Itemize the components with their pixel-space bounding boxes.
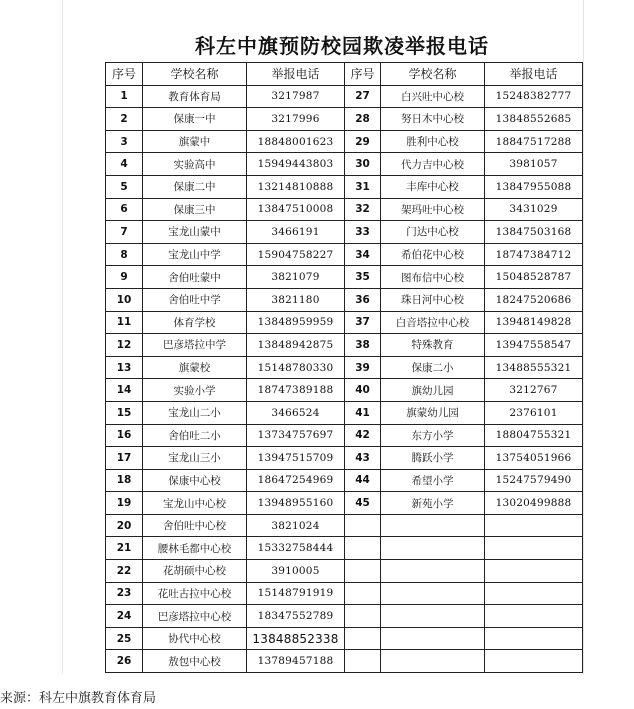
school-name: 协代中心校 xyxy=(143,627,247,650)
table-row xyxy=(106,356,583,379)
report-phone: 18747384712 xyxy=(485,243,583,266)
empty-cell xyxy=(345,537,381,560)
empty-cell xyxy=(381,537,485,560)
school-name: 东方小学 xyxy=(381,424,485,447)
report-phone: 13947515709 xyxy=(247,447,345,470)
row-index: 41 xyxy=(345,401,381,424)
table-header-row xyxy=(106,63,583,86)
row-index: 4 xyxy=(106,153,143,176)
header-school-name: 学校名称 xyxy=(143,63,247,86)
source-note: 来源：科左中旗教育体育局 xyxy=(0,691,157,706)
school-name: 胜利中心校 xyxy=(381,130,485,153)
row-index: 18 xyxy=(106,469,143,492)
hotline-table xyxy=(105,62,583,673)
row-index: 42 xyxy=(345,424,381,447)
row-index: 15 xyxy=(106,401,143,424)
school-name: 实验小学 xyxy=(143,379,247,402)
empty-cell xyxy=(345,560,381,583)
row-index: 2 xyxy=(106,108,143,131)
header-index: 序号 xyxy=(345,63,381,86)
table-row xyxy=(106,537,583,560)
table-row xyxy=(106,627,583,650)
report-phone: 15148791919 xyxy=(247,582,345,605)
school-name: 花胡硕中心校 xyxy=(143,560,247,583)
school-name: 门达中心校 xyxy=(381,221,485,244)
report-phone: 15949443803 xyxy=(247,153,345,176)
report-phone: 13488555321 xyxy=(485,356,583,379)
table-row xyxy=(106,334,583,357)
report-phone: 13848552685 xyxy=(485,108,583,131)
report-phone: 3466524 xyxy=(247,401,345,424)
school-name: 珠日河中心校 xyxy=(381,288,485,311)
row-index: 19 xyxy=(106,492,143,515)
report-phone: 3821079 xyxy=(247,266,345,289)
row-index: 21 xyxy=(106,537,143,560)
row-index: 17 xyxy=(106,447,143,470)
school-name: 旗蒙中 xyxy=(143,130,247,153)
row-index: 11 xyxy=(106,311,143,334)
table-row xyxy=(106,311,583,334)
empty-cell xyxy=(381,560,485,583)
row-index: 40 xyxy=(345,379,381,402)
table-row xyxy=(106,379,583,402)
school-name: 图布信中心校 xyxy=(381,266,485,289)
school-name: 舍伯吐蒙中 xyxy=(143,266,247,289)
school-name: 宝龙山三小 xyxy=(143,447,247,470)
table-row xyxy=(106,560,583,583)
report-phone: 18747389188 xyxy=(247,379,345,402)
report-phone: 18847517288 xyxy=(485,130,583,153)
empty-cell xyxy=(345,582,381,605)
table-row xyxy=(106,153,583,176)
header-school-name: 学校名称 xyxy=(381,63,485,86)
report-phone: 3217987 xyxy=(247,85,345,108)
table-row xyxy=(106,266,583,289)
school-name: 巴彦塔拉中心校 xyxy=(143,605,247,628)
empty-cell xyxy=(485,514,583,537)
report-phone: 3217996 xyxy=(247,108,345,131)
report-phone: 18647254969 xyxy=(247,469,345,492)
table-row xyxy=(106,108,583,131)
report-phone: 18347552789 xyxy=(247,605,345,628)
school-name: 白兴吐中心校 xyxy=(381,85,485,108)
report-phone: 2376101 xyxy=(485,401,583,424)
report-phone: 3910005 xyxy=(247,560,345,583)
school-name: 希望小学 xyxy=(381,469,485,492)
row-index: 38 xyxy=(345,334,381,357)
empty-cell xyxy=(381,582,485,605)
row-index: 1 xyxy=(106,85,143,108)
empty-cell xyxy=(381,514,485,537)
row-index: 37 xyxy=(345,311,381,334)
report-phone: 3466191 xyxy=(247,221,345,244)
report-phone: 18804755321 xyxy=(485,424,583,447)
row-index: 7 xyxy=(106,221,143,244)
school-name: 敖包中心校 xyxy=(143,650,247,673)
header-index: 序号 xyxy=(106,63,143,86)
report-phone: 13848942875 xyxy=(247,334,345,357)
school-name: 旗蒙幼儿园 xyxy=(381,401,485,424)
empty-cell xyxy=(345,605,381,628)
report-phone: 13847510008 xyxy=(247,198,345,221)
report-phone: 13754051966 xyxy=(485,447,583,470)
report-phone: 13020499888 xyxy=(485,492,583,515)
school-name: 保康二小 xyxy=(381,356,485,379)
empty-cell xyxy=(381,605,485,628)
school-name: 宝龙山二小 xyxy=(143,401,247,424)
row-index: 31 xyxy=(345,175,381,198)
report-phone: 15048528787 xyxy=(485,266,583,289)
school-name: 腰林毛都中心校 xyxy=(143,537,247,560)
row-index: 22 xyxy=(106,560,143,583)
school-name: 实验高中 xyxy=(143,153,247,176)
row-index: 10 xyxy=(106,288,143,311)
school-name: 宝龙山中心校 xyxy=(143,492,247,515)
row-index: 33 xyxy=(345,221,381,244)
row-index: 26 xyxy=(106,650,143,673)
report-phone: 13734757697 xyxy=(247,424,345,447)
school-name: 保康二中 xyxy=(143,175,247,198)
row-index: 35 xyxy=(345,266,381,289)
report-phone: 18247520686 xyxy=(485,288,583,311)
table-row xyxy=(106,198,583,221)
report-phone: 15148780330 xyxy=(247,356,345,379)
report-phone: 3821024 xyxy=(247,514,345,537)
report-phone: 15247579490 xyxy=(485,469,583,492)
table-row xyxy=(106,221,583,244)
school-name: 舍伯吐中心校 xyxy=(143,514,247,537)
report-phone: 13847503168 xyxy=(485,221,583,244)
school-name: 新苑小学 xyxy=(381,492,485,515)
school-name: 努日木中心校 xyxy=(381,108,485,131)
table-row xyxy=(106,447,583,470)
school-name: 舍伯吐二小 xyxy=(143,424,247,447)
report-phone: 15248382777 xyxy=(485,85,583,108)
row-index: 13 xyxy=(106,356,143,379)
header-report-phone: 举报电话 xyxy=(247,63,345,86)
report-phone: 15332758444 xyxy=(247,537,345,560)
table-row xyxy=(106,130,583,153)
row-index: 9 xyxy=(106,266,143,289)
row-index: 28 xyxy=(345,108,381,131)
school-name: 巴彦塔拉中学 xyxy=(143,334,247,357)
school-name: 体育学校 xyxy=(143,311,247,334)
school-name: 保康一中 xyxy=(143,108,247,131)
row-index: 16 xyxy=(106,424,143,447)
row-index: 29 xyxy=(345,130,381,153)
empty-cell xyxy=(485,537,583,560)
table-row xyxy=(106,492,583,515)
empty-cell xyxy=(381,650,485,673)
table-row xyxy=(106,85,583,108)
row-index: 23 xyxy=(106,582,143,605)
row-index: 45 xyxy=(345,492,381,515)
report-phone: 13789457188 xyxy=(247,650,345,673)
report-phone: 18848001623 xyxy=(247,130,345,153)
table-row xyxy=(106,582,583,605)
school-name: 特殊教育 xyxy=(381,334,485,357)
empty-cell xyxy=(381,627,485,650)
report-phone: 3431029 xyxy=(485,198,583,221)
school-name: 白音塔拉中心校 xyxy=(381,311,485,334)
school-name: 腾跃小学 xyxy=(381,447,485,470)
row-index: 36 xyxy=(345,288,381,311)
school-name: 丰库中心校 xyxy=(381,175,485,198)
school-name: 代力吉中心校 xyxy=(381,153,485,176)
row-index: 39 xyxy=(345,356,381,379)
report-phone: 13214810888 xyxy=(247,175,345,198)
school-name: 旗幼儿园 xyxy=(381,379,485,402)
report-phone: 15904758227 xyxy=(247,243,345,266)
school-name: 舍伯吐中学 xyxy=(143,288,247,311)
empty-cell xyxy=(485,605,583,628)
table-row xyxy=(106,514,583,537)
table-row xyxy=(106,288,583,311)
row-index: 12 xyxy=(106,334,143,357)
row-index: 5 xyxy=(106,175,143,198)
row-index: 43 xyxy=(345,447,381,470)
report-phone: 13848959959 xyxy=(247,311,345,334)
empty-cell xyxy=(345,650,381,673)
row-index: 24 xyxy=(106,605,143,628)
row-index: 3 xyxy=(106,130,143,153)
school-name: 旗蒙校 xyxy=(143,356,247,379)
table-row xyxy=(106,401,583,424)
row-index: 44 xyxy=(345,469,381,492)
school-name: 花吐古拉中心校 xyxy=(143,582,247,605)
school-name: 希伯花中心校 xyxy=(381,243,485,266)
empty-cell xyxy=(485,560,583,583)
header-report-phone: 举报电话 xyxy=(485,63,583,86)
row-index: 27 xyxy=(345,85,381,108)
report-phone: 13948149828 xyxy=(485,311,583,334)
row-index: 20 xyxy=(106,514,143,537)
row-index: 32 xyxy=(345,198,381,221)
document-title: 科左中旗预防校园欺凌举报电话 xyxy=(195,34,489,58)
report-phone: 3981057 xyxy=(485,153,583,176)
table-row xyxy=(106,243,583,266)
school-name: 保康中心校 xyxy=(143,469,247,492)
row-index: 14 xyxy=(106,379,143,402)
school-name: 宝龙山中学 xyxy=(143,243,247,266)
empty-cell xyxy=(485,582,583,605)
row-index: 34 xyxy=(345,243,381,266)
row-index: 30 xyxy=(345,153,381,176)
empty-cell xyxy=(485,650,583,673)
row-index: 25 xyxy=(106,627,143,650)
empty-cell xyxy=(345,627,381,650)
report-phone: 13847955088 xyxy=(485,175,583,198)
table-row xyxy=(106,175,583,198)
report-phone: 3821180 xyxy=(247,288,345,311)
table-row xyxy=(106,650,583,673)
report-phone: 3212767 xyxy=(485,379,583,402)
school-name: 宝龙山蒙中 xyxy=(143,221,247,244)
table-row xyxy=(106,469,583,492)
report-phone: 13947558547 xyxy=(485,334,583,357)
empty-cell xyxy=(485,627,583,650)
row-index: 8 xyxy=(106,243,143,266)
school-name: 架玛吐中心校 xyxy=(381,198,485,221)
report-phone: 13848852338 xyxy=(247,627,345,650)
report-phone: 13948955160 xyxy=(247,492,345,515)
row-index: 6 xyxy=(106,198,143,221)
school-name: 保康三中 xyxy=(143,198,247,221)
school-name: 教育体育局 xyxy=(143,85,247,108)
table-row xyxy=(106,605,583,628)
table-row xyxy=(106,424,583,447)
empty-cell xyxy=(345,514,381,537)
